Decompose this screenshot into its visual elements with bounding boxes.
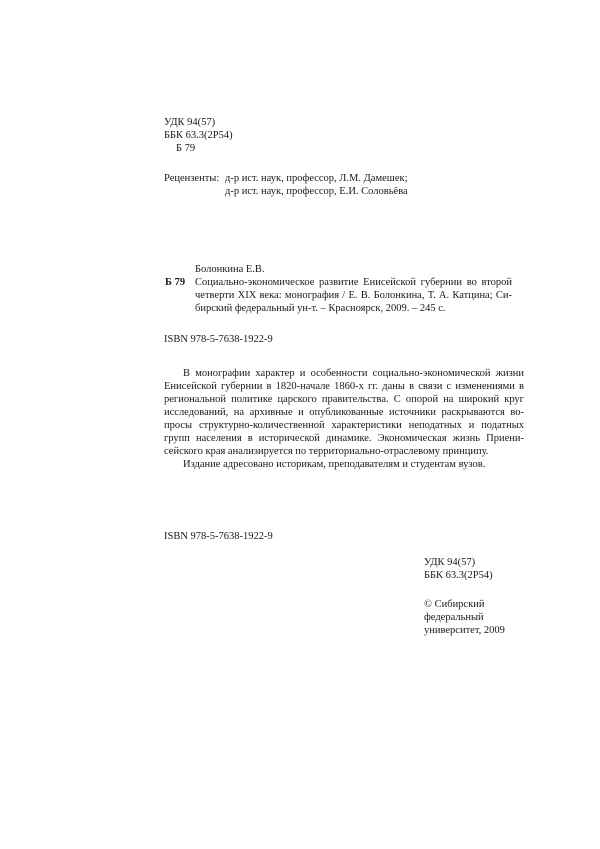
abstract-line-5: просы структурно-количественной характеристики неподатных и податных [164, 420, 524, 431]
abstract-line-7: сейского края анализируется по территориально-отраслевому принципу. [164, 446, 489, 457]
copyright-line-2: федеральный [424, 612, 484, 623]
abstract-line-3: региональной политике царского правительства. С опорой на широкий круг [164, 394, 524, 405]
biblio-line-1 [165, 276, 512, 289]
author-mark-bold: Б 79 [165, 277, 186, 288]
copyright-line-3: университет, 2009 [424, 625, 505, 636]
abstract-line-1: В монографии характер и особенности социально-экономической жизни [183, 368, 524, 379]
isbn-bottom-text: ISBN 978-5-7638-1922-9 [164, 531, 273, 542]
classification-top [164, 116, 233, 155]
udc-code: УДК 94(57) [164, 117, 216, 128]
author-mark: Б 79 [176, 143, 196, 154]
isbn-bottom [164, 530, 273, 543]
copyright [424, 598, 505, 637]
abstract-audience: Издание адресовано историкам, преподавателям и студентам вузов. [183, 459, 486, 470]
bbk-code: ББК 63.3(2Р54) [164, 130, 233, 141]
isbn-top-text: ISBN 978-5-7638-1922-9 [164, 334, 273, 345]
reviewer-first-line [164, 172, 408, 185]
reviewers [164, 172, 408, 198]
bbk-code-bottom: ББК 63.3(2Р54) [424, 570, 493, 581]
biblio-line-2: четверти XIX века: монография / Е. В. Болонкина, Т. А. Катцина; Си- [195, 290, 512, 301]
isbn-top [164, 333, 273, 346]
bibliographic-entry [165, 263, 512, 315]
biblio-line-1-text: Социально-экономическое развитие Енисейской губернии во второй [195, 277, 512, 288]
reviewer-1: д-р ист. наук, профессор, Л.М. Дамешек; [225, 173, 408, 184]
abstract-line-2: Енисейской губернии в 1820-начале 1860-х гг. даны в связи с изменениями в [164, 381, 524, 392]
abstract-line-4: исследований, на архивные и опубликованные источники раскрываются во- [164, 407, 524, 418]
abstract [164, 367, 524, 471]
udc-code-bottom: УДК 94(57) [424, 557, 476, 568]
classification-bottom [424, 556, 493, 582]
author: Болонкина Е.В. [195, 264, 265, 275]
copyright-line-1: © Сибирский [424, 599, 485, 610]
reviewers-label: Рецензенты: [164, 173, 220, 184]
biblio-line-3: бирский федеральный ун-т. – Красноярск, 2009. – 245 с. [195, 303, 446, 314]
reviewer-2: д-р ист. наук, профессор, Е.И. Соловьёва [225, 186, 408, 197]
abstract-line-6: групп населения в исторической динамике. Экономическая жизнь Приени- [164, 433, 524, 444]
